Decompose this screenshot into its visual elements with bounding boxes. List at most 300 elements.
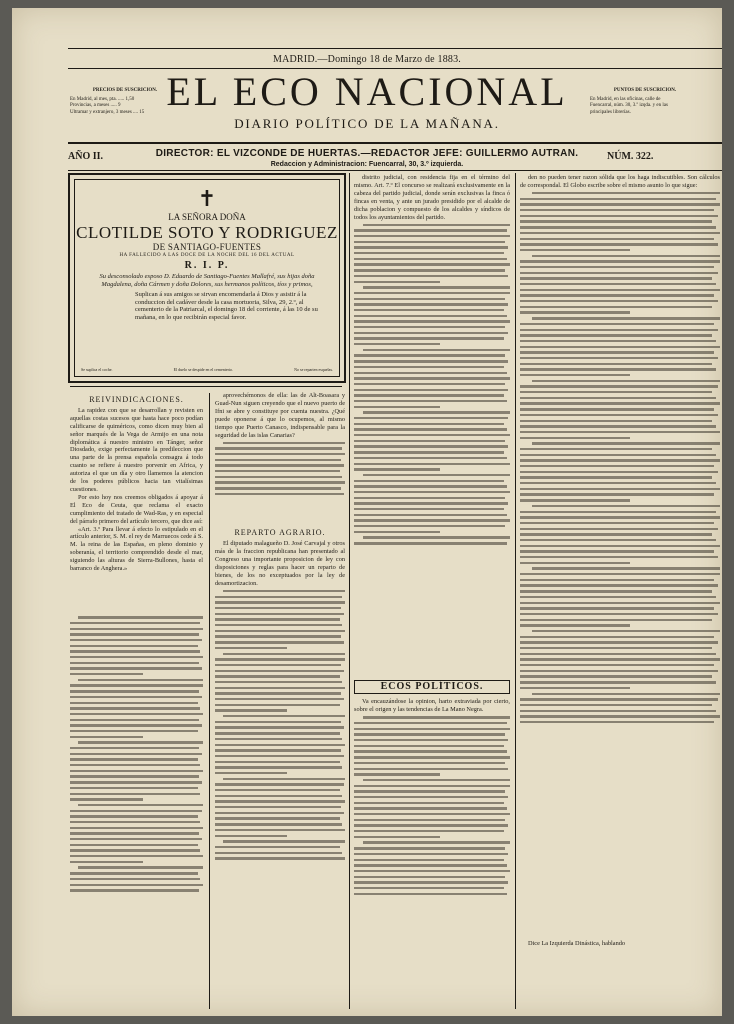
- text-line: [354, 389, 508, 391]
- text-line: [520, 323, 714, 325]
- text-line: [215, 812, 344, 814]
- text-line: [363, 286, 510, 288]
- text-line: [70, 690, 199, 692]
- text-line: [520, 203, 720, 205]
- text-line: [70, 770, 203, 772]
- text-line: [354, 531, 440, 533]
- column-rule: [349, 173, 350, 1009]
- obituary-rip: R. I. P.: [184, 260, 230, 271]
- article-paragraph: «Art. 3.º Para llevar á efecto lo estipulado en el artículo anterior, S. M. el rey de Marruecos cede á S. M. la reina de las Españas, en pleno dominio y soberanía, el territorio comprendido desde el mar, siguiendo las alturas de Sierra-Bullones, hasta el barranco de Anghera.»: [70, 525, 203, 573]
- text-line: [215, 817, 340, 819]
- text-line: [520, 329, 718, 331]
- text-line: [70, 878, 200, 880]
- text-line: [520, 454, 716, 456]
- text-line: [520, 294, 714, 296]
- text-line: [354, 400, 507, 402]
- text-line: [520, 493, 714, 495]
- text-line: [520, 363, 712, 365]
- text-line: [354, 451, 504, 453]
- obituary-family: Su desconsolado esposo D. Eduardo de Santiago-Fuentes Mallafré, sus hijas doña Magdalena, doña Cármen y doña Dolores, sus hermanos políticos, tíos y primos,: [99, 273, 315, 288]
- article-paragraph: La rapidez con que se desarrollan y revisten en aquellas costas sucesos que hasta hace poco podían calificarse de quiméricos, como dicen muy bien al señor marqués de la Vega de Armijo en una nota diplomática á nuestro ministro en Tánger, señor Diosdado, exige perfectamente la predileccion que una parte de la prensa española consagra á todo cuanto se refiere á nuestro porvenir en Africa, y autoriza el que un día y otro llamemos la atencion de los poderes públicos hacia tan vitalísimas cuestiones.: [70, 406, 203, 493]
- text-line: [354, 383, 505, 385]
- text-line: [520, 613, 718, 615]
- text-line: [520, 448, 712, 450]
- obituary-bottom-rule: [70, 386, 342, 387]
- obituary-footer: [81, 367, 333, 372]
- text-line: [215, 783, 344, 785]
- precios-line: En Madrid, al mes, pta. ..... 1,50: [70, 96, 135, 102]
- text-line: [70, 719, 199, 721]
- newspaper-subtitle: DIARIO POLÍTICO DE LA MAÑANA.: [234, 116, 500, 131]
- text-line: [215, 664, 341, 666]
- text-line: [70, 730, 198, 732]
- text-line: [520, 340, 716, 342]
- text-line: [70, 622, 200, 624]
- text-line: [354, 525, 505, 527]
- text-line: [354, 485, 507, 487]
- text-line: [354, 893, 507, 895]
- text-line: [520, 385, 718, 387]
- text-line: [532, 255, 720, 257]
- text-line: [215, 789, 340, 791]
- text-filler: [354, 714, 510, 974]
- text-line: [520, 528, 718, 530]
- obituary-request: Suplican á sus amigos se sirvan encomendarla á Dios y asistir á la conduccion del cadáver desde la casa mortuoria, Silva, 29, 2.º, al cementerio de la Patriarcal, el domingo 18 del corriente, á las 10 de su mañana, en lo que recibirán especial favor.: [135, 291, 318, 321]
- text-line: [520, 590, 712, 592]
- newspaper-page: [12, 8, 722, 1016]
- text-line: [70, 645, 198, 647]
- text-filler: [215, 588, 345, 968]
- text-line: [354, 428, 507, 430]
- text-line: [223, 715, 345, 717]
- text-line: [354, 853, 508, 855]
- text-line: [532, 630, 720, 632]
- text-line: [215, 692, 341, 694]
- text-filler: [215, 439, 345, 525]
- text-line: [215, 709, 287, 711]
- text-line: [520, 698, 718, 700]
- text-line: [532, 693, 720, 695]
- text-line: [354, 762, 505, 764]
- text-line: [363, 841, 510, 843]
- text-line: [354, 332, 508, 334]
- text-line: [354, 292, 510, 294]
- text-line: [215, 596, 342, 598]
- text-line: [215, 618, 340, 620]
- text-line: [354, 417, 508, 419]
- year-label: AÑO II.: [68, 151, 104, 162]
- date-line: MADRID.—Domingo 18 de Marzo de 1883.: [272, 54, 461, 65]
- section-heading-box: ECOS POLÍTICOS.: [354, 680, 510, 694]
- text-line: [354, 813, 510, 815]
- text-line: [520, 602, 720, 604]
- text-line: [520, 482, 716, 484]
- article-paragraph: distrito judicial, con residencia fija en el término del mismo. Art. 7.º El concurso se realizará exclusivamente en la cabeza del partido judicial, donde serán exclusivas la finca ó fincas en venta, y ante un jurado presidido por el alcalde de dicha poblacion y compuesto de los alcaldes y síndicos de todos los ayuntamientos del partido.: [354, 174, 510, 221]
- article-paragraph: Va encauzándose la opinion, harto extraviada por cierto, sobre el origen y las tendencias de La Mano Negra.: [354, 698, 510, 714]
- text-line: [215, 630, 345, 632]
- text-line: [520, 351, 714, 353]
- text-line: [78, 866, 203, 868]
- text-line: [354, 320, 510, 322]
- text-line: [70, 667, 202, 669]
- text-line: [520, 226, 716, 228]
- text-line: [520, 243, 718, 245]
- text-line: [70, 713, 203, 715]
- column-4: [520, 174, 720, 1008]
- text-line: [215, 772, 287, 774]
- text-line: [520, 715, 720, 717]
- text-line: [354, 394, 504, 396]
- text-line: [70, 724, 202, 726]
- text-line: [215, 647, 287, 649]
- text-line: [354, 768, 508, 770]
- text-line: [520, 397, 716, 399]
- text-line: [520, 533, 712, 535]
- text-line: [532, 192, 720, 194]
- text-line: [354, 246, 508, 248]
- puntos-line: En Madrid, en las oficinas, calle de: [590, 96, 661, 102]
- text-line: [354, 360, 508, 362]
- text-line: [70, 696, 202, 698]
- text-line: [215, 687, 345, 689]
- text-line: [520, 573, 720, 575]
- text-line: [354, 508, 504, 510]
- column-rule: [209, 393, 210, 1009]
- text-line: [215, 726, 344, 728]
- text-line: [70, 832, 199, 834]
- text-line: [354, 326, 505, 328]
- text-line: [70, 798, 143, 800]
- text-line: [532, 317, 720, 319]
- text-line: [354, 722, 507, 724]
- text-line: [215, 755, 344, 757]
- text-line: [70, 702, 198, 704]
- text-line: [520, 357, 718, 359]
- text-line: [215, 829, 345, 831]
- text-line: [215, 635, 341, 637]
- obituary-foot-item: No se reparten esquelas.: [294, 367, 333, 372]
- text-line: [520, 391, 712, 393]
- text-line: [520, 522, 714, 524]
- text-line: [354, 491, 510, 493]
- text-line: [520, 670, 718, 672]
- text-line: [70, 884, 203, 886]
- text-line: [520, 624, 630, 626]
- column-2: [215, 392, 345, 1008]
- top-rule: [68, 48, 722, 49]
- text-line: [354, 241, 505, 243]
- text-line: [354, 864, 507, 866]
- text-line: [354, 785, 510, 787]
- text-line: [354, 750, 507, 752]
- puntos-line: Fuencarral, núm. 30, 3.º izqda. y en las: [590, 103, 668, 108]
- text-line: [520, 476, 712, 478]
- text-line: [520, 539, 716, 541]
- text-line: [520, 607, 714, 609]
- text-line: [70, 650, 200, 652]
- text-line: [215, 658, 345, 660]
- precios-line: Ultramar y extranjero, 3 meses .... 15: [70, 109, 145, 115]
- text-line: [215, 670, 344, 672]
- text-line: [354, 275, 508, 277]
- text-line: [520, 374, 630, 376]
- text-line: [70, 684, 203, 686]
- text-line: [215, 749, 341, 751]
- text-line: [354, 887, 504, 889]
- text-line: [215, 459, 341, 461]
- text-line: [354, 235, 510, 237]
- text-line: [354, 819, 505, 821]
- text-line: [520, 272, 718, 274]
- text-line: [363, 474, 510, 476]
- text-line: [70, 827, 203, 829]
- text-line: [520, 420, 712, 422]
- text-line: [520, 300, 718, 302]
- text-line: [520, 647, 712, 649]
- text-line: [520, 710, 716, 712]
- text-line: [520, 215, 718, 217]
- text-line: [70, 639, 202, 641]
- text-line: [70, 793, 200, 795]
- obituary-line3: DE SANTIAGO-FUENTES: [152, 242, 262, 252]
- text-line: [70, 736, 143, 738]
- puntos-heading: PUNTOS DE SUSCRICION.: [613, 88, 677, 93]
- text-line: [354, 497, 505, 499]
- text-line: [223, 778, 345, 780]
- redaccion-line: Redaccion y Administracion: Fuencarral, 30, 3.º izquierda.: [270, 161, 464, 168]
- cross-icon: ✝: [197, 186, 217, 211]
- text-line: [223, 442, 345, 444]
- text-line: [354, 542, 507, 544]
- text-line: [520, 556, 718, 558]
- text-line: [70, 810, 202, 812]
- text-line: [70, 787, 198, 789]
- text-line: [363, 411, 510, 413]
- text-line: [70, 775, 199, 777]
- text-line: [70, 673, 143, 675]
- obituary-line4: HA FALLECIDO A LAS DOCE DE LA NOCHE DEL 16 DEL ACTUAL: [119, 253, 295, 258]
- text-line: [354, 457, 507, 459]
- text-line: [354, 796, 508, 798]
- text-line: [520, 545, 720, 547]
- director-line: DIRECTOR: EL VIZCONDE DE HUERTAS.—REDACTOR JEFE: GUILLERMO AUTRAN.: [155, 148, 579, 159]
- text-line: [532, 380, 720, 382]
- text-line: [520, 664, 714, 666]
- text-line: [520, 550, 714, 552]
- text-filler: [354, 221, 510, 676]
- column-3: [354, 174, 510, 1008]
- text-line: [520, 721, 714, 723]
- text-line: [215, 681, 342, 683]
- text-line: [215, 641, 344, 643]
- text-line: [354, 733, 505, 735]
- text-line: [354, 836, 440, 838]
- text-line: [215, 852, 342, 854]
- text-line: [215, 761, 340, 763]
- text-line: [520, 311, 630, 313]
- section-heading: REPARTO AGRARIO.: [234, 528, 326, 538]
- text-line: [215, 464, 344, 466]
- text-line: [354, 745, 504, 747]
- text-line: [215, 823, 342, 825]
- text-line: [70, 662, 199, 664]
- text-line: [520, 641, 718, 643]
- text-line: [70, 838, 202, 840]
- text-line: [520, 249, 630, 251]
- obituary-box: [68, 173, 346, 383]
- text-line: [70, 844, 198, 846]
- text-line: [520, 488, 720, 490]
- text-line: [215, 698, 344, 700]
- text-line: [520, 277, 712, 279]
- text-line: [215, 481, 345, 483]
- text-line: [520, 414, 718, 416]
- text-line: [520, 619, 712, 621]
- text-line: [354, 354, 505, 356]
- puntos-line: principales librerías.: [590, 109, 631, 115]
- text-line: [532, 505, 720, 507]
- text-line: [78, 679, 203, 681]
- text-line: [520, 653, 716, 655]
- text-line: [215, 601, 345, 603]
- text-line: [354, 773, 440, 775]
- text-line: [354, 269, 505, 271]
- text-line: [70, 764, 200, 766]
- text-line: [215, 453, 345, 455]
- article-paragraph: Por esto hoy nos creemos obligados á apoyar á El Eco de Ceuta, que reclama el exacto cumplimiento del tratado de Wad-Ras, y en especial del párrafo primero del artículo tercero, que dice así:: [70, 493, 203, 525]
- text-line: [70, 815, 198, 817]
- text-line: [223, 590, 345, 592]
- text-line: [520, 658, 720, 660]
- text-line: [520, 562, 630, 564]
- text-line: [215, 806, 341, 808]
- text-line: [520, 584, 718, 586]
- text-line: [363, 224, 510, 226]
- text-line: [520, 511, 716, 513]
- text-line: [354, 519, 510, 521]
- text-line: [354, 366, 504, 368]
- text-line: [70, 758, 198, 760]
- text-line: [520, 209, 714, 211]
- precios-heading: PRECIOS DE SUSCRICION.: [92, 88, 158, 93]
- article-paragraph: Dice La Izquierda Dinástica, hablando: [528, 939, 626, 947]
- text-line: [520, 596, 716, 598]
- text-line: [520, 516, 720, 518]
- text-line: [354, 377, 510, 379]
- text-line: [354, 468, 440, 470]
- text-line: [215, 835, 287, 837]
- text-line: [520, 198, 716, 200]
- text-line: [223, 840, 345, 842]
- text-line: [354, 372, 507, 374]
- text-line: [520, 346, 720, 348]
- text-line: [520, 579, 714, 581]
- text-line: [520, 681, 716, 683]
- text-line: [70, 889, 199, 891]
- text-line: [70, 633, 199, 635]
- text-line: [520, 402, 720, 404]
- text-line: [215, 795, 342, 797]
- text-line: [520, 306, 712, 308]
- text-line: [215, 493, 344, 495]
- text-line: [354, 281, 440, 283]
- text-line: [70, 747, 199, 749]
- text-line: [215, 675, 340, 677]
- text-line: [354, 463, 510, 465]
- text-line: [363, 536, 510, 538]
- text-line: [520, 334, 712, 336]
- text-line: [354, 434, 510, 436]
- text-line: [354, 315, 507, 317]
- text-line: [70, 872, 198, 874]
- text-line: [354, 859, 504, 861]
- text-line: [354, 303, 508, 305]
- newspaper-title: EL ECO NACIONAL: [166, 69, 568, 114]
- text-line: [70, 707, 200, 709]
- text-line: [354, 830, 504, 832]
- text-line: [354, 298, 505, 300]
- article-paragraph: den no pueden tener razon sólida que los haga indiscutibles. Son cálculos de correspondal. El Globo escribe sobre el mismo asunto lo que sigue:: [520, 174, 720, 189]
- text-line: [223, 653, 345, 655]
- precios-line: Provincias, a meses ..... 9: [70, 103, 121, 108]
- text-line: [520, 220, 712, 222]
- article-paragraph: El diputado malagueño D. José Carvajal y otros más de la fraccion republicana han presentado al Congreso una importante proposicion de ley con disposiciones y reglas para hacer un reparto de bienes, de los no exceptuados por la ley de desamortizacion.: [215, 540, 345, 587]
- text-line: [363, 716, 510, 718]
- text-line: [70, 849, 200, 851]
- text-line: [520, 465, 714, 467]
- column-rule: [515, 173, 516, 1009]
- text-line: [520, 499, 630, 501]
- text-line: [78, 616, 203, 618]
- text-line: [215, 607, 341, 609]
- text-line: [354, 258, 507, 260]
- obituary-foot-item: El duelo se despide en el cementerio.: [173, 367, 234, 372]
- text-line: [70, 855, 203, 857]
- text-line: [215, 800, 345, 802]
- text-line: [354, 445, 508, 447]
- text-line: [354, 343, 440, 345]
- text-line: [354, 406, 440, 408]
- masthead-rule: [68, 142, 722, 144]
- text-line: [354, 739, 508, 741]
- text-line: [520, 704, 712, 706]
- text-line: [354, 847, 505, 849]
- text-line: [520, 289, 720, 291]
- text-line: [520, 675, 712, 677]
- text-line: [354, 480, 504, 482]
- text-line: [215, 744, 345, 746]
- text-line: [354, 756, 510, 758]
- text-line: [70, 753, 202, 755]
- text-filler: [520, 190, 720, 940]
- text-line: [520, 687, 630, 689]
- text-line: [520, 425, 716, 427]
- text-line: [354, 870, 510, 872]
- text-line: [520, 368, 716, 370]
- section-heading: REIVINDICACIONES.: [89, 395, 184, 404]
- text-line: [354, 309, 504, 311]
- text-line: [215, 470, 340, 472]
- text-line: [520, 260, 720, 262]
- text-line: [354, 728, 510, 730]
- header-bottom-rule: [68, 170, 722, 171]
- text-line: [215, 766, 342, 768]
- text-line: [363, 779, 510, 781]
- text-line: [532, 567, 720, 569]
- text-filler: [70, 614, 203, 1008]
- issue-number: NÚM. 322.: [607, 151, 654, 162]
- text-line: [354, 229, 507, 231]
